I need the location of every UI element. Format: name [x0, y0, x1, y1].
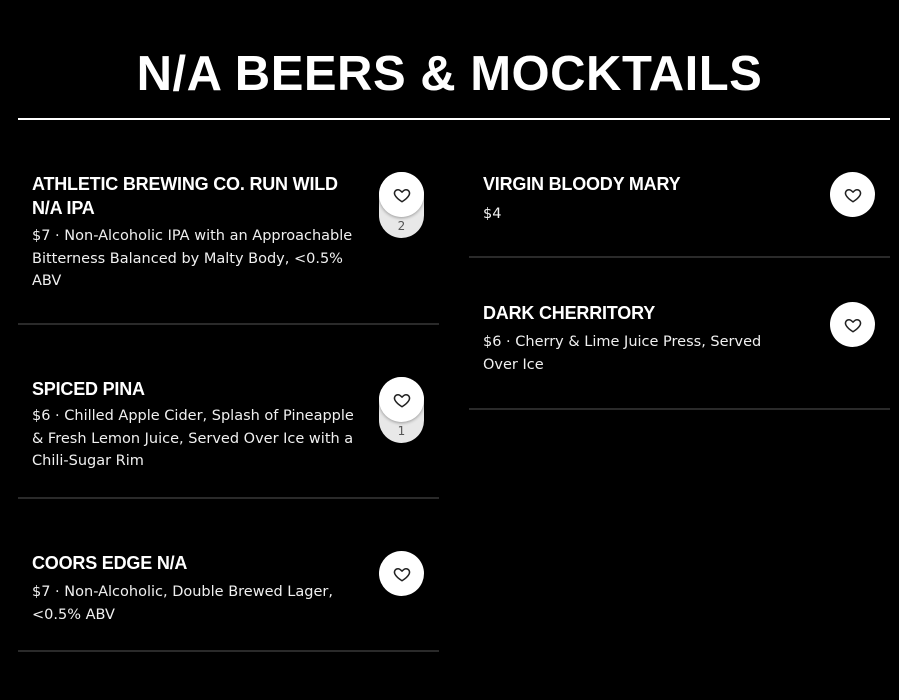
item-name: ATHLETIC BREWING CO. RUN WILD N/A IPA [32, 174, 338, 218]
item-description [483, 331, 783, 376]
item-price: $7 [32, 584, 51, 600]
menu-item-coors-edge[interactable] [18, 499, 439, 652]
price-separator: · [501, 334, 516, 350]
favorite-widget [379, 172, 424, 238]
heart-outline-icon [393, 391, 411, 409]
item-price: $4 [483, 206, 502, 222]
item-price: $7 [32, 228, 51, 244]
price-separator: · [50, 228, 65, 244]
favorite-button[interactable] [830, 172, 875, 217]
favorite-button[interactable] [379, 377, 424, 422]
menu-item-dark-cherritory[interactable] [469, 258, 890, 410]
price-separator: · [50, 584, 65, 600]
item-description [32, 581, 368, 626]
favorite-button[interactable] [379, 551, 424, 596]
item-description [483, 203, 819, 226]
heart-outline-icon [393, 186, 411, 204]
item-details: Chilled Apple Cider, Splash of Pineapple & Fresh Lemon Juice, Served Over Ice with a Chili-Sugar Rim [32, 408, 354, 469]
price-separator: · [50, 408, 65, 424]
favorite-widget [379, 551, 424, 596]
item-price: $6 [32, 408, 51, 424]
menu-item-spiced-pina[interactable] [18, 325, 439, 499]
item-name: DARK CHERRITORY [483, 303, 656, 323]
menu-column-right [469, 120, 890, 410]
favorite-count: 2 [397, 219, 406, 233]
heart-outline-icon [844, 316, 862, 334]
menu-column-left [18, 120, 439, 652]
heart-outline-icon [844, 186, 862, 204]
favorite-widget [830, 302, 875, 347]
favorite-widget [830, 172, 875, 217]
item-name: VIRGIN BLOODY MARY [483, 174, 681, 194]
item-name: SPICED PINA [32, 379, 145, 399]
favorite-button[interactable] [830, 302, 875, 347]
item-details: Non-Alcoholic, Double Brewed Lager, <0.5% ABV [32, 584, 333, 623]
favorite-count: 1 [397, 424, 406, 438]
item-details: Non-Alcoholic IPA with an Approachable Bitterness Balanced by Malty Body, <0.5% ABV [32, 228, 353, 289]
favorite-button[interactable] [379, 172, 424, 217]
heart-outline-icon [393, 565, 411, 583]
item-details: Cherry & Lime Juice Press, Served Over Ice [483, 334, 762, 373]
page-title: N/A BEERS & MOCKTAILS [136, 47, 763, 101]
item-description [32, 225, 368, 293]
item-price: $6 [483, 334, 502, 350]
menu-item-athletic-run-wild[interactable] [18, 120, 439, 325]
menu-item-virgin-bloody-mary[interactable] [469, 120, 890, 258]
item-name: COORS EDGE N/A [32, 553, 188, 573]
favorite-widget [379, 377, 424, 443]
item-description [32, 405, 368, 473]
